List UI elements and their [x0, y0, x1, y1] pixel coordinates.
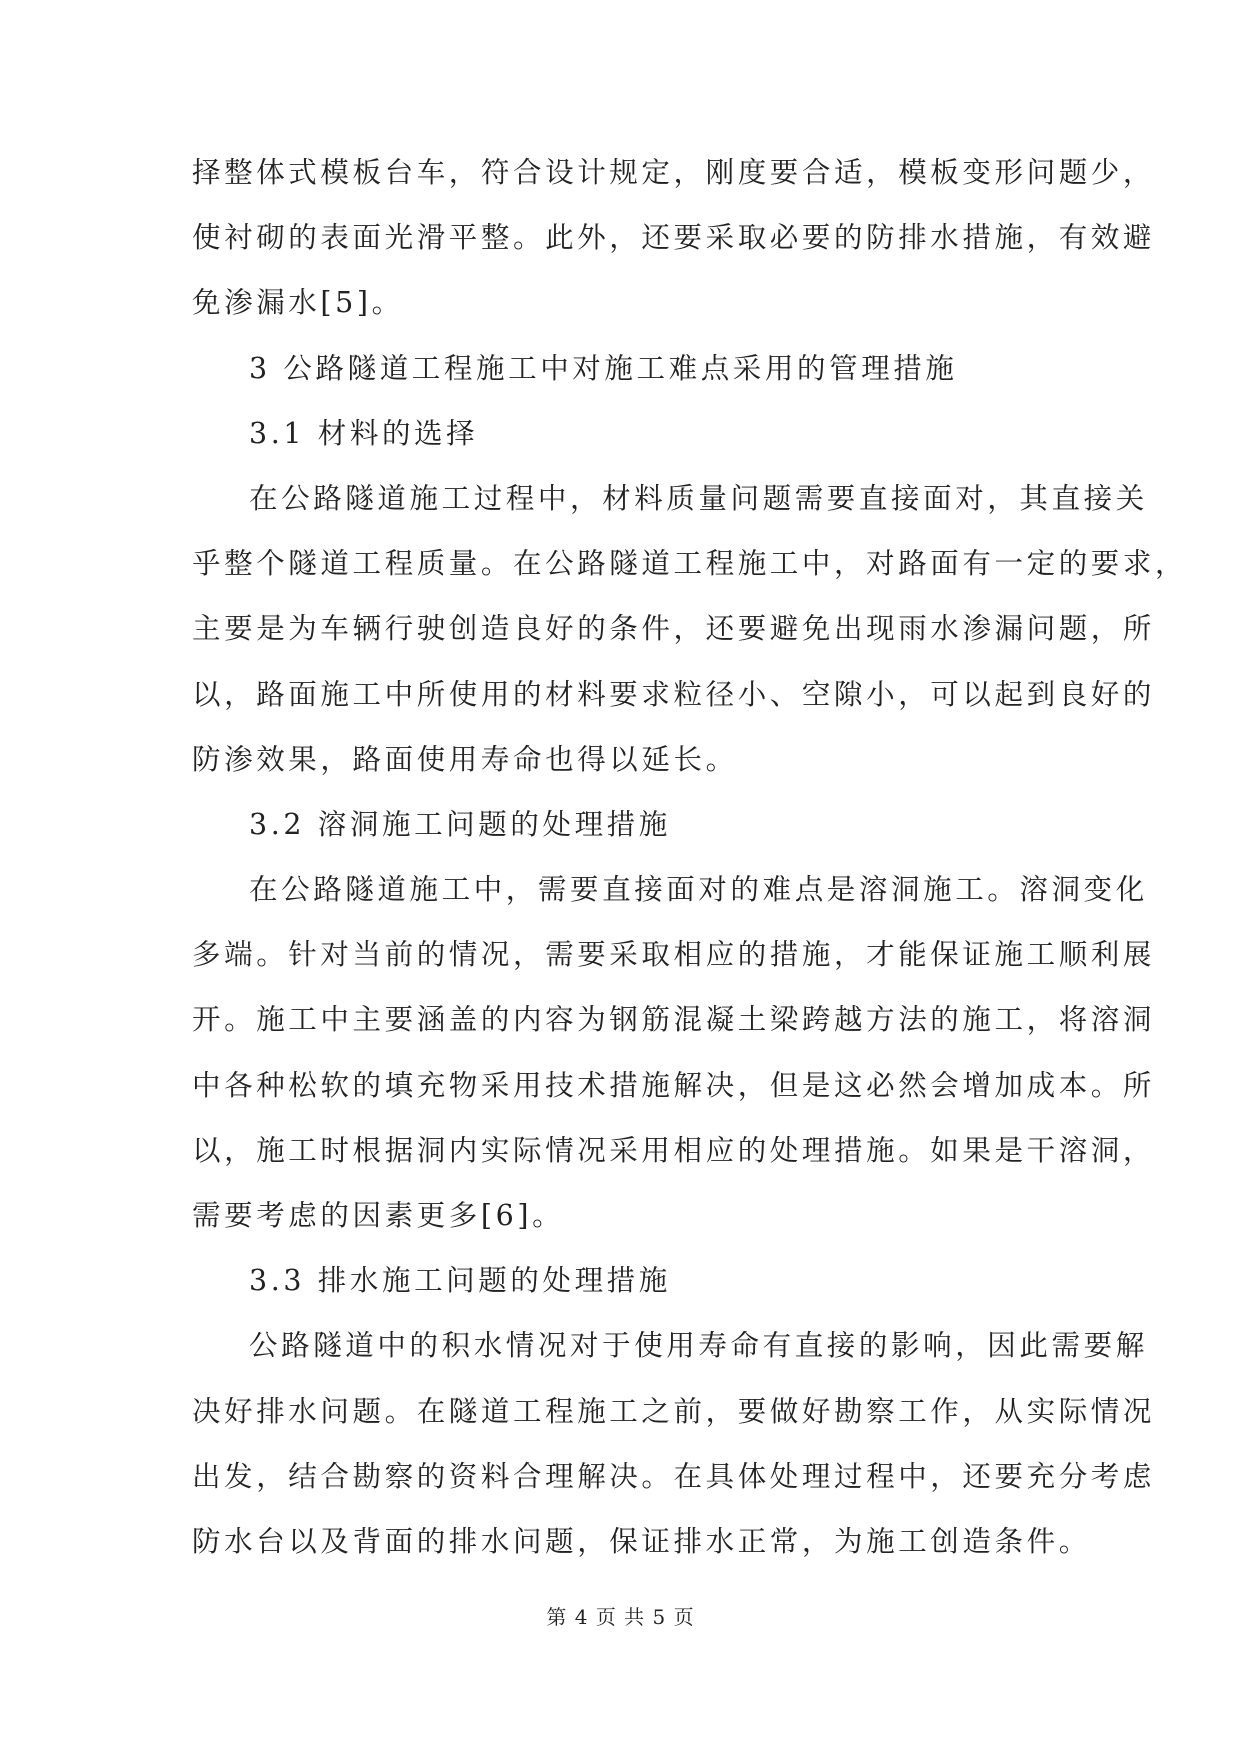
text-line: 防渗效果，路面使用寿命也得以延长。: [192, 742, 738, 776]
text-line: 公路隧道中的积水情况对于使用寿命有直接的影响，因此需要解: [249, 1329, 1148, 1363]
section-heading: 3 公路隧道工程施工中对施工难点采用的管理措施: [249, 351, 958, 385]
text-line: 免渗漏水[5]。: [192, 286, 404, 320]
text-line: 防水台以及背面的排水问题，保证排水正常，为施工创造条件。: [192, 1524, 1091, 1558]
text-line: 开。施工中主要涵盖的内容为钢筋混凝土梁跨越方法的施工，将溶洞: [192, 1003, 1156, 1037]
text-line: 中各种松软的填充物采用技术措施解决，但是这必然会增加成本。所: [192, 1068, 1156, 1102]
text-line: 出发，结合勘察的资料合理解决。在具体处理过程中，还要充分考虑: [192, 1459, 1156, 1493]
text-line: 以，施工时根据洞内实际情况采用相应的处理措施。如果是干溶洞，: [192, 1133, 1156, 1167]
subsection-heading: 3.3 排水施工问题的处理措施: [249, 1264, 671, 1298]
text-line: 乎整个隧道工程质量。在公路隧道工程施工中，对路面有一定的要求，: [192, 547, 1188, 581]
document-body: [192, 140, 1188, 1574]
text-line: 决好排水问题。在隧道工程施工之前，要做好勘察工作，从实际情况: [192, 1394, 1156, 1428]
subsection-heading: 3.1 材料的选择: [249, 416, 479, 450]
text-line: 择整体式模板台车，符合设计规定，刚度要合适，模板变形问题少，: [192, 156, 1156, 189]
text-line: 在公路隧道施工过程中，材料质量问题需要直接面对，其直接关: [249, 481, 1148, 515]
text-line: 多端。针对当前的情况，需要采取相应的措施，才能保证施工顺利展: [192, 938, 1156, 972]
text-line: 主要是为车辆行驶创造良好的条件，还要避免出现雨水渗漏问题，所: [192, 612, 1156, 646]
text-line: 在公路隧道施工中，需要直接面对的难点是溶洞施工。溶洞变化: [249, 873, 1148, 907]
text-line: 需要考虑的因素更多[6]。: [192, 1199, 565, 1232]
page-number-footer: 第 4 页 共 5 页: [546, 1605, 695, 1629]
text-line: 使衬砌的表面光滑平整。此外，还要采取必要的防排水措施，有效避: [192, 221, 1156, 255]
subsection-heading: 3.2 溶洞施工问题的处理措施: [249, 807, 671, 841]
text-line: 以，路面施工中所使用的材料要求粒径小、空隙小，可以起到良好的: [192, 677, 1156, 711]
